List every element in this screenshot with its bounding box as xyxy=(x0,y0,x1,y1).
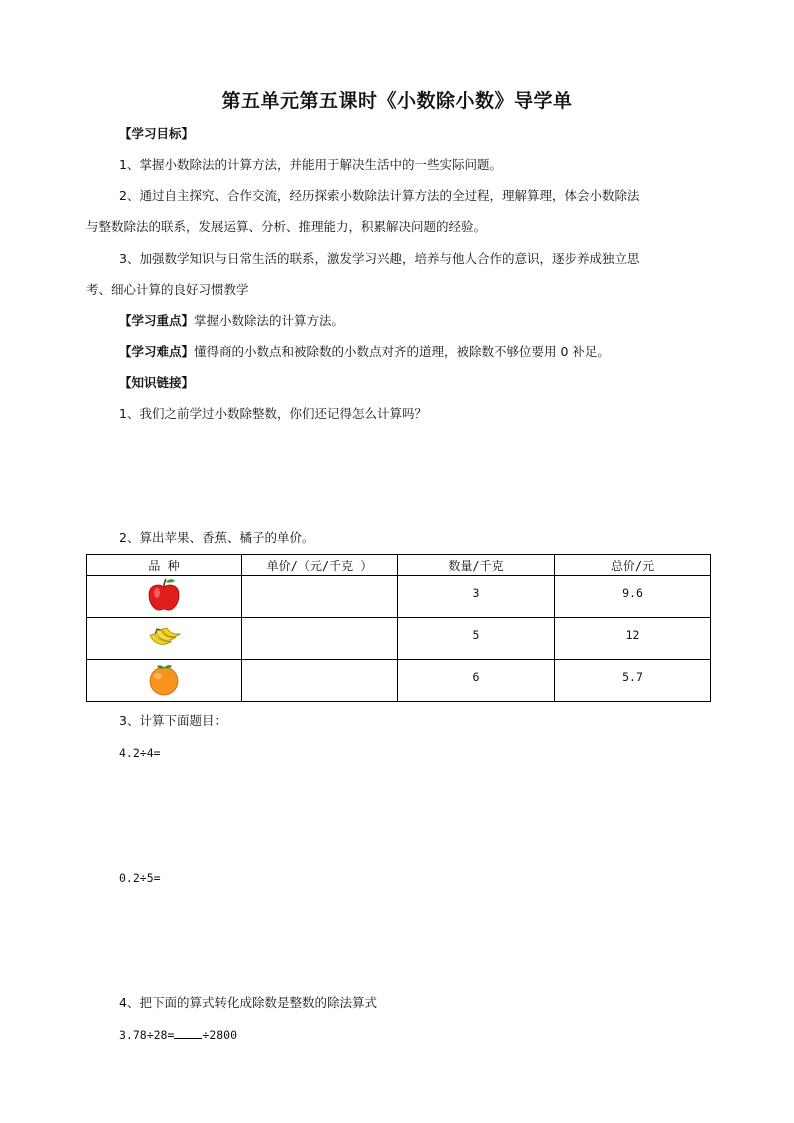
orange-icon xyxy=(147,662,181,696)
key-point-label: 【学习重点】 xyxy=(119,313,195,328)
links-question-2: 2、算出苹果、香蕉、橘子的单价。 xyxy=(119,530,315,545)
quantity-cell: 5 xyxy=(398,618,555,660)
header-quantity: 数量/千克 xyxy=(398,555,555,576)
difficulty xyxy=(119,344,610,360)
quantity-cell: 3 xyxy=(398,576,555,618)
links-question-1: 1、我们之前学过小数除整数，你们还记得怎么计算吗？ xyxy=(119,406,427,421)
unit-price-cell xyxy=(242,660,398,702)
variety-cell xyxy=(87,576,242,618)
table-row xyxy=(87,576,711,618)
header-variety: 品 种 xyxy=(87,555,242,576)
links-heading: 【知识链接】 xyxy=(119,375,195,390)
total-cell: 12 xyxy=(555,618,711,660)
header-unit-price: 单价/（元/千克 ） xyxy=(242,555,398,576)
header-total: 总价/元 xyxy=(555,555,711,576)
goals-heading: 【学习目标】 xyxy=(119,126,195,141)
unit-price-cell xyxy=(242,576,398,618)
apple-icon xyxy=(146,578,182,612)
difficulty-label: 【学习难点】 xyxy=(119,344,195,359)
banana-icon xyxy=(146,625,182,649)
convert-expression xyxy=(119,1027,237,1042)
key-point-text: 掌握小数除法的计算方法。 xyxy=(194,313,345,328)
total-cell: 5.7 xyxy=(555,660,711,702)
key-point xyxy=(119,313,344,329)
goal-item-1: 1、掌握小数除法的计算方法，并能用于解决生活中的一些实际问题。 xyxy=(119,157,502,172)
goal-item-2-line-2: 与整数除法的联系，发展运算、分析、推理能力，积累解决问题的经验。 xyxy=(86,219,487,234)
goal-item-2-line-1: 2、通过自主探究、合作交流，经历探索小数除法计算方法的全过程，理解算理，体会小数除法 xyxy=(119,188,640,203)
calc-expression-2: 0.2÷5= xyxy=(119,871,161,885)
variety-cell xyxy=(87,660,242,702)
page-title: 第五单元第五课时《小数除小数》导学单 xyxy=(221,90,573,112)
calc-heading: 3、计算下面题目： xyxy=(119,713,227,728)
goal-item-3-line-1: 3、加强数学知识与日常生活的联系，激发学习兴趣，培养与他人合作的意识，逐步养成独立思 xyxy=(119,251,640,266)
convert-heading: 4、把下面的算式转化成除数是整数的除法算式 xyxy=(119,995,377,1010)
convert-expression-left: 3.78÷28= xyxy=(119,1028,175,1042)
variety-cell xyxy=(87,618,242,660)
table-header-row xyxy=(87,555,711,576)
convert-expression-right: ÷2800 xyxy=(202,1028,238,1042)
calc-expression-1: 4.2÷4= xyxy=(119,746,161,760)
total-cell: 9.6 xyxy=(555,576,711,618)
difficulty-text: 懂得商的小数点和被除数的小数点对齐的道理，被除数不够位要用 0 补足。 xyxy=(194,344,610,359)
answer-blank[interactable] xyxy=(174,1027,202,1039)
fruit-price-table xyxy=(86,554,711,702)
table-row xyxy=(87,618,711,660)
quantity-cell: 6 xyxy=(398,660,555,702)
unit-price-cell xyxy=(242,618,398,660)
goal-item-3-line-2: 考、细心计算的良好习惯教学 xyxy=(86,282,249,297)
table-row xyxy=(87,660,711,702)
